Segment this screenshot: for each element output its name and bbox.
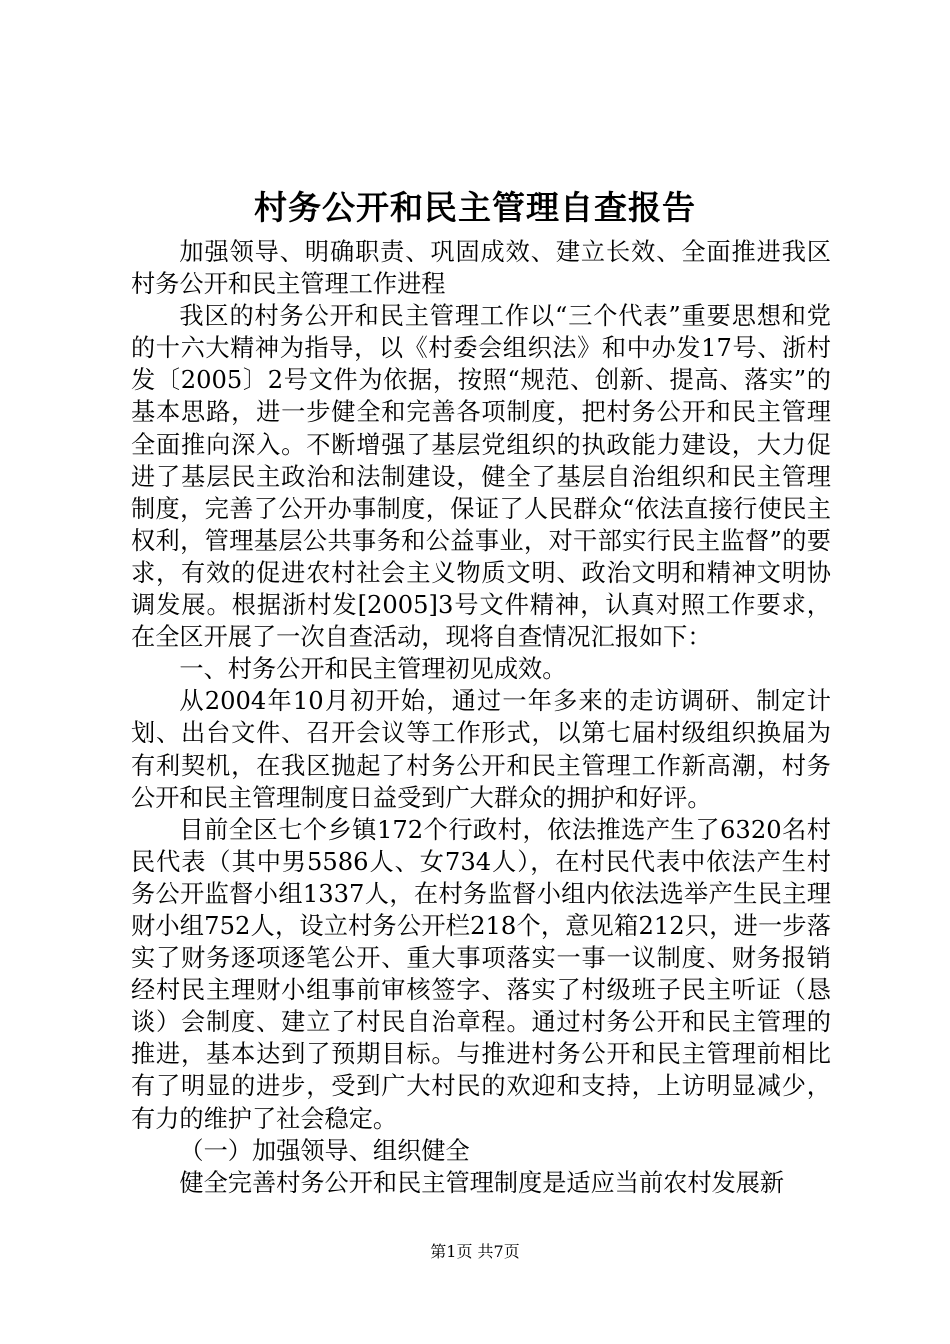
document-title: 村务公开和民主管理自查报告 <box>254 188 696 227</box>
section-heading-1: 一、村务公开和民主管理初见成效。 <box>179 655 567 684</box>
page-number-footer: 第1页 共7页 <box>430 1242 520 1261</box>
paragraph-continued: 健全完善村务公开和民主管理制度是适应当前农村发展新 <box>179 1168 785 1197</box>
paragraph-statistics: 目前全区七个乡镇172个行政村，依法推选产生了6320名村民代表（其中男5586人、女734人），在村民代表中依法产生村务公开监督小组1337人，在村务监督小组内依法选举产生民主理财小组752人，设立村务公开栏218个，意见箱212只，进一步落实了财务逐项逐笔公开、重大事项落实一事一议制度、财务报销经村民主理财小组事前审核签字、落实了村级班子民主听证（恳谈）会制度、建立了村民自治章程。通过村务公开和民主管理的推进，基本达到了预期目标。与推进村务公开和民主管理前相比有了明显的进步，受到广大村民的欢迎和支持，上访明显减少，有力的维护了社会稳定。 <box>131 815 831 1133</box>
paragraph-subtitle: 加强领导、明确职责、巩固成效、建立长效、全面推进我区村务公开和民主管理工作进程 <box>131 238 831 299</box>
subsection-heading-1: （一）加强领导、组织健全 <box>179 1136 470 1165</box>
paragraph-intro: 我区的村务公开和民主管理工作以“三个代表”重要思想和党的十六大精神为指导，以《村委会组织法》和中办发17号、浙村发〔2005〕2号文件为依据，按照“规范、创新、提高、落实”的基本思路，进一步健全和完善各项制度，把村务公开和民主管理全面推向深入。不断增强了基层党组织的执政能力建设，大力促进了基层民主政治和法制建设，健全了基层自治组织和民主管理制度，完善了公开办事制度，保证了人民群众“依法直接行使民主权利，管理基层公共事务和公益事业，对干部实行民主监督”的要求，有效的促进农村社会主义物质文明、政治文明和精神文明协调发展。根据浙村发[2005]3号文件精神，认真对照工作要求，在全区开展了一次自查活动，现将自查情况汇报如下： <box>131 302 831 652</box>
paragraph-progress: 从2004年10月初开始，通过一年多来的走访调研、制定计划、出台文件、召开会议等工作形式，以第七届村级组织换届为有利契机，在我区抛起了村务公开和民主管理工作新高潮，村务公开和民主管理制度日益受到广大群众的拥护和好评。 <box>131 687 831 812</box>
document-body <box>131 236 831 1199</box>
